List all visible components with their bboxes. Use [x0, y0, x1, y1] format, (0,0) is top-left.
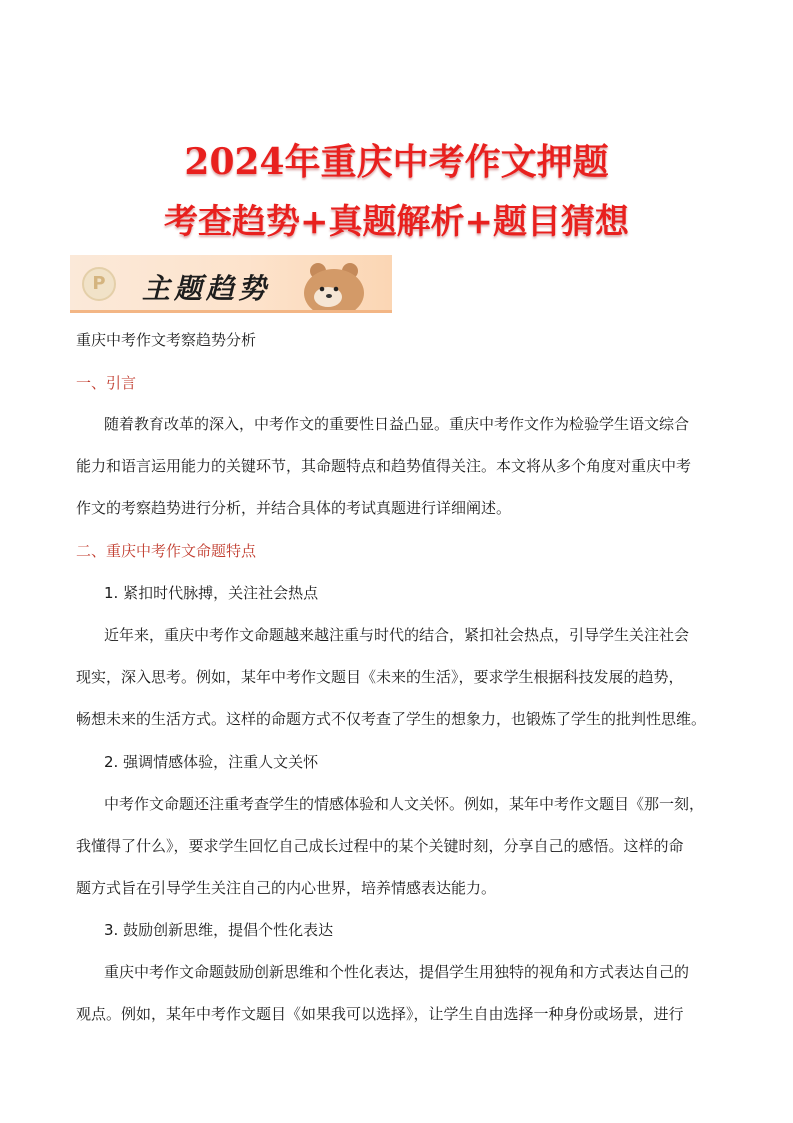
point2-line-1: 中考作文命题还注重考查学生的情感体验和人文关怀。例如，某年中考作文题目《那一刻，	[104, 795, 705, 813]
banner-label: 主题趋势	[142, 272, 271, 305]
section2-heading: 二、重庆中考作文命题特点	[76, 542, 257, 560]
point3-line-2: 观点。例如，某年中考作文题目《如果我可以选择》，让学生自由选择一种身份或场景，进行	[76, 1005, 684, 1023]
coin-icon: P	[82, 267, 116, 301]
intro-title: 重庆中考作文考察趋势分析	[76, 331, 257, 349]
section1-line-3: 作文的考察趋势进行分析，并结合具体的考试真题进行详细阐述。	[76, 499, 512, 517]
point2-line-3: 题方式旨在引导学生关注自己的内心世界，培养情感表达能力。	[76, 879, 497, 897]
bear-mascot-icon	[298, 259, 368, 313]
point3-heading: 3. 鼓励创新思维，提倡个性化表达	[104, 921, 334, 939]
point2-line-2: 我懂得了什么》，要求学生回忆自己成长过程中的某个关键时刻，分享自己的感悟。这样的命	[76, 837, 684, 855]
section1-heading: 一、引言	[76, 374, 137, 392]
point1-line-3: 畅想未来的生活方式。这样的命题方式不仅考查了学生的想象力，也锻炼了学生的批判性思维。	[76, 710, 707, 728]
section1-line-2: 能力和语言运用能力的关键环节，其命题特点和趋势值得关注。本文将从多个角度对重庆中考	[76, 457, 692, 475]
point2-heading: 2. 强调情感体验，注重人文关怀	[104, 753, 319, 771]
document-subtitle: 考查趋势+真题解析+题目猜想	[164, 202, 629, 242]
theme-trend-banner	[70, 255, 392, 313]
point1-heading: 1. 紧扣时代脉搏，关注社会热点	[104, 584, 319, 602]
document-title: 2024年重庆中考作文押题	[184, 141, 609, 183]
point3-line-1: 重庆中考作文命题鼓励创新思维和个性化表达，提倡学生用独特的视角和方式表达自己的	[104, 963, 690, 981]
section1-line-1: 随着教育改革的深入，中考作文的重要性日益凸显。重庆中考作文作为检验学生语文综合	[104, 415, 690, 433]
point1-line-1: 近年来，重庆中考作文命题越来越注重与时代的结合，紧扣社会热点，引导学生关注社会	[104, 626, 690, 644]
point1-line-2: 现实，深入思考。例如，某年中考作文题目《未来的生活》，要求学生根据科技发展的趋势，	[76, 668, 684, 686]
